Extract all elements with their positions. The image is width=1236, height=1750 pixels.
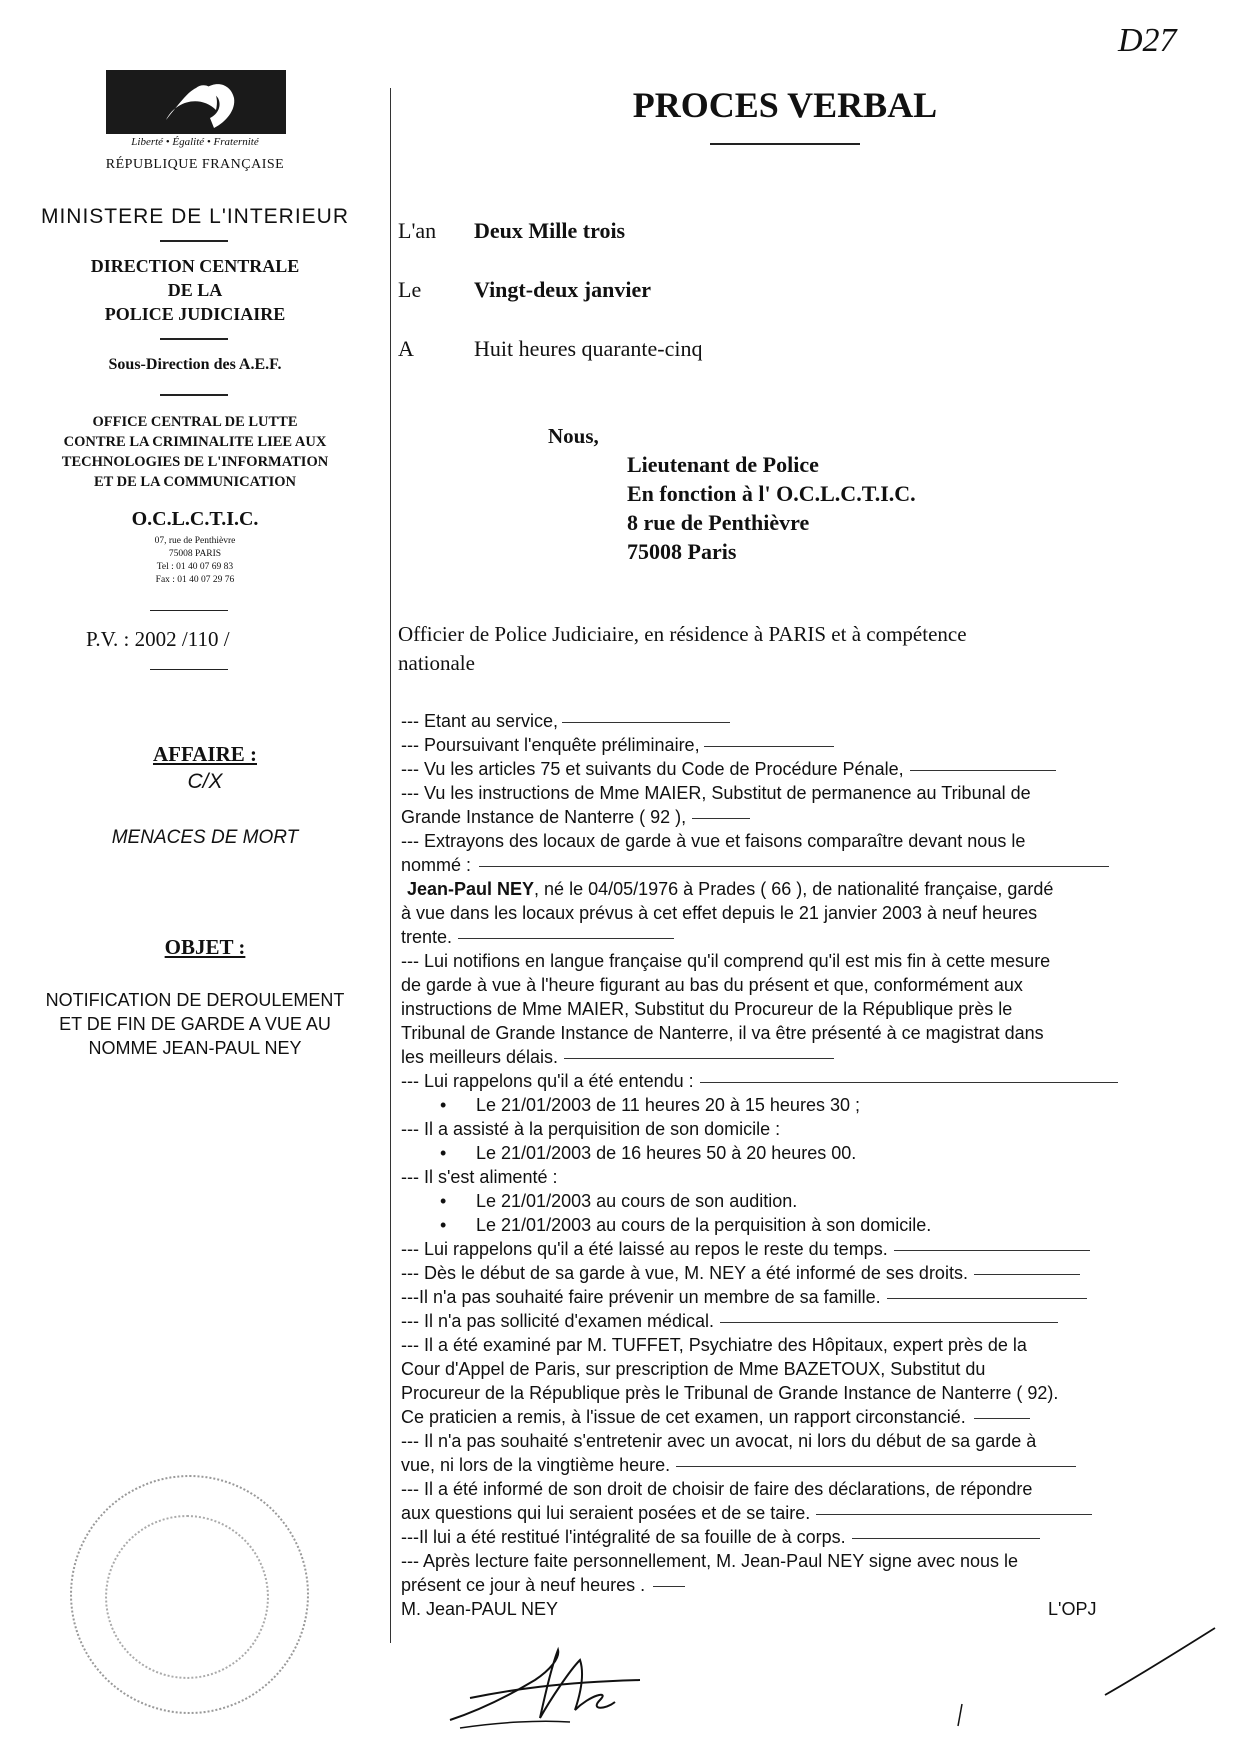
pen-mark-icon — [950, 1700, 980, 1730]
direction-line: POLICE JUDICIAIRE — [104, 304, 286, 324]
body-line: Jean-Paul NEY, né le 04/05/1976 à Prades ( 66 ), de nationalité française, gardé — [407, 879, 1054, 899]
bullet-item: • Le 21/01/2003 de 16 heures 50 à 20 heures 00. — [440, 1141, 856, 1165]
body-line: --- Lui notifions en langue française qu'il comprend qu'il est mis fin à cette mesure — [401, 951, 1051, 971]
body-line: de garde à vue à l'heure figurant au bas du présent et que, conformément aux — [401, 975, 1023, 995]
official-stamp-inner — [105, 1515, 269, 1679]
year-value: Deux Mille trois — [474, 218, 626, 243]
objet-line: NOMME JEAN-PAUL NEY — [88, 1038, 302, 1058]
body-line: Ce praticien a remis, à l'issue de cet examen, un rapport circonstancié. — [401, 1405, 1030, 1429]
dash-fill — [676, 1466, 1076, 1467]
body-line: Procureur de la République près le Tribunal de Grande Instance de Nanterre ( 92). — [401, 1383, 1059, 1403]
dash-fill — [910, 770, 1056, 771]
divider-rule — [160, 240, 228, 242]
subdirection: Sous-Direction des A.E.F. — [108, 356, 282, 373]
body-line: --- Poursuivant l'enquête préliminaire, — [401, 733, 834, 757]
officer-line: En fonction à l' O.C.L.C.T.I.C. — [627, 481, 916, 506]
bullet-item: • Le 21/01/2003 au cours de la perquisition à son domicile. — [440, 1213, 931, 1237]
dash-fill — [562, 722, 730, 723]
address-line: 07, rue de Penthièvre — [154, 536, 236, 546]
objet-line: ET DE FIN DE GARDE A VUE AU — [59, 1014, 331, 1034]
dash-fill — [852, 1538, 1040, 1539]
dash-fill — [816, 1514, 1092, 1515]
body-line: --- Vu les instructions de Mme MAIER, Substitut de permanence au Tribunal de — [401, 783, 1031, 803]
officer-line: Lieutenant de Police — [627, 452, 819, 477]
dash-fill — [720, 1322, 1058, 1323]
dash-fill — [894, 1250, 1090, 1251]
left-column — [0, 0, 390, 1750]
objet-label: OBJET : — [164, 935, 246, 959]
office-line: TECHNOLOGIES DE L'INFORMATION — [61, 454, 329, 470]
body-line: --- Vu les articles 75 et suivants du Code de Procédure Pénale, — [401, 757, 1056, 781]
objet-line: NOTIFICATION DE DEROULEMENT — [45, 990, 345, 1010]
divider-rule — [150, 610, 228, 611]
marianne-icon — [106, 70, 286, 134]
address-line: Fax : 01 40 07 29 76 — [155, 575, 235, 585]
body-line: ---Il lui a été restitué l'intégralité de sa fouille de à corps. — [401, 1525, 1040, 1549]
officer-line: 75008 Paris — [627, 539, 737, 564]
body-line: --- Il a été examiné par M. TUFFET, Psychiatre des Hôpitaux, expert près de la — [401, 1335, 1027, 1355]
objet-block — [5, 988, 385, 1060]
divider-rule — [160, 338, 228, 340]
title-underline — [710, 143, 860, 145]
dash-fill — [564, 1058, 834, 1059]
body-line: --- Extrayons des locaux de garde à vue et faisons comparaître devant nous le — [401, 831, 1026, 851]
body-line: --- Il n'a pas souhaité s'entretenir avec un avocat, ni lors du début de sa garde à — [401, 1431, 1037, 1451]
officer-block — [627, 450, 916, 566]
bullet-item: • Le 21/01/2003 au cours de son audition. — [440, 1189, 797, 1213]
body-line: --- Il s'est alimenté : — [401, 1167, 558, 1187]
affaire-value: C/X — [187, 770, 223, 793]
dash-fill — [887, 1298, 1087, 1299]
day-label: Le — [398, 277, 422, 302]
body-line: présent ce jour à neuf heures . — [401, 1573, 685, 1597]
signature-opj-icon — [1100, 1620, 1220, 1700]
body-line: les meilleurs délais. — [401, 1045, 834, 1069]
body-line: vue, ni lors de la vingtième heure. — [401, 1453, 1076, 1477]
dash-fill — [974, 1418, 1030, 1419]
divider-rule — [150, 669, 228, 670]
body-line: nommé : — [401, 853, 1109, 877]
office-block — [20, 412, 370, 492]
signature-ney-icon — [440, 1640, 670, 1735]
republic-name: RÉPUBLIQUE FRANÇAISE — [105, 157, 285, 172]
office-acronym: O.C.L.C.T.I.C. — [131, 508, 259, 530]
column-divider — [390, 88, 391, 1643]
body-line: --- Il n'a pas sollicité d'examen médical. — [401, 1309, 1058, 1333]
ministry-name: MINISTERE DE L'INTERIEUR — [40, 205, 350, 228]
dash-fill — [692, 818, 750, 819]
motto: Liberté • Égalité • Fraternité — [131, 136, 259, 148]
day-value: Vingt-deux janvier — [474, 277, 652, 302]
time-value: Huit heures quarante-cinq — [474, 336, 703, 361]
body-line: ---Il n'a pas souhaité faire prévenir un membre de sa famille. — [401, 1285, 1087, 1309]
office-line: OFFICE CENTRAL DE LUTTE — [92, 414, 298, 430]
office-address — [110, 535, 280, 587]
address-line: Tel : 01 40 07 69 83 — [156, 562, 234, 572]
body-line: aux questions qui lui seraient posées et de se taire. — [401, 1501, 1092, 1525]
page-title: PROCES VERBAL — [632, 85, 938, 125]
direction-line: DE LA — [167, 280, 223, 300]
body-line: --- Il a été informé de son droit de choisir de faire des déclarations, de répondre — [401, 1479, 1033, 1499]
direction-line: DIRECTION CENTRALE — [90, 256, 300, 276]
marianne-logo — [106, 70, 286, 134]
direction-block — [40, 254, 350, 326]
dash-fill — [653, 1586, 685, 1587]
body-line: --- Après lecture faite personnellement, M. Jean-Paul NEY signe avec nous le — [401, 1551, 1018, 1571]
dash-fill — [479, 866, 1109, 867]
capacity-line: Officier de Police Judiciaire, en résidence à PARIS et à compétence — [398, 622, 967, 646]
body-line: --- Dès le début de sa garde à vue, M. NEY a été informé de ses droits. — [401, 1261, 1080, 1285]
affaire-subject: MENACES DE MORT — [111, 827, 299, 848]
signatory-right: L'OPJ — [1048, 1599, 1097, 1619]
divider-rule — [160, 394, 228, 396]
body-line: Grande Instance de Nanterre ( 92 ), — [401, 805, 750, 829]
dash-fill — [458, 938, 674, 939]
dash-fill — [974, 1274, 1080, 1275]
dash-fill — [700, 1082, 1118, 1083]
body-line: --- Il a assisté à la perquisition de son domicile : — [401, 1119, 781, 1139]
nous-label: Nous, — [548, 424, 599, 448]
address-line: 75008 PARIS — [168, 549, 222, 559]
body-line: Tribunal de Grande Instance de Nanterre, il va être présenté à ce magistrat dans — [401, 1023, 1044, 1043]
affaire-label: AFFAIRE : — [152, 742, 257, 766]
bullet-item: • Le 21/01/2003 de 11 heures 20 à 15 heures 30 ; — [440, 1093, 860, 1117]
body-line: --- Lui rappelons qu'il a été entendu : — [401, 1069, 1118, 1093]
body-line: trente. — [401, 925, 674, 949]
time-label: A — [398, 336, 414, 361]
body-line: --- Etant au service, — [401, 709, 730, 733]
body-line: --- Lui rappelons qu'il a été laissé au repos le reste du temps. — [401, 1237, 1090, 1261]
body-line: instructions de Mme MAIER, Substitut du Procureur de la République près le — [401, 999, 1013, 1019]
office-line: CONTRE LA CRIMINALITE LIEE AUX — [63, 434, 327, 450]
pv-number: P.V. : 2002 /110 / — [86, 627, 230, 651]
body-line: à vue dans les locaux prévus à cet effet depuis le 21 janvier 2003 à neuf heures — [401, 903, 1038, 923]
page-mark: D27 — [1118, 22, 1177, 59]
body-line: Cour d'Appel de Paris, sur prescription de Mme BAZETOUX, Substitut du — [401, 1359, 986, 1379]
officer-line: 8 rue de Penthièvre — [627, 510, 810, 535]
capacity-block — [398, 620, 967, 678]
capacity-line: nationale — [398, 651, 475, 675]
year-label: L'an — [398, 218, 437, 243]
signatory-left: M. Jean-PAUL NEY — [401, 1599, 559, 1619]
office-line: ET DE LA COMMUNICATION — [93, 474, 297, 490]
dash-fill — [704, 746, 834, 747]
